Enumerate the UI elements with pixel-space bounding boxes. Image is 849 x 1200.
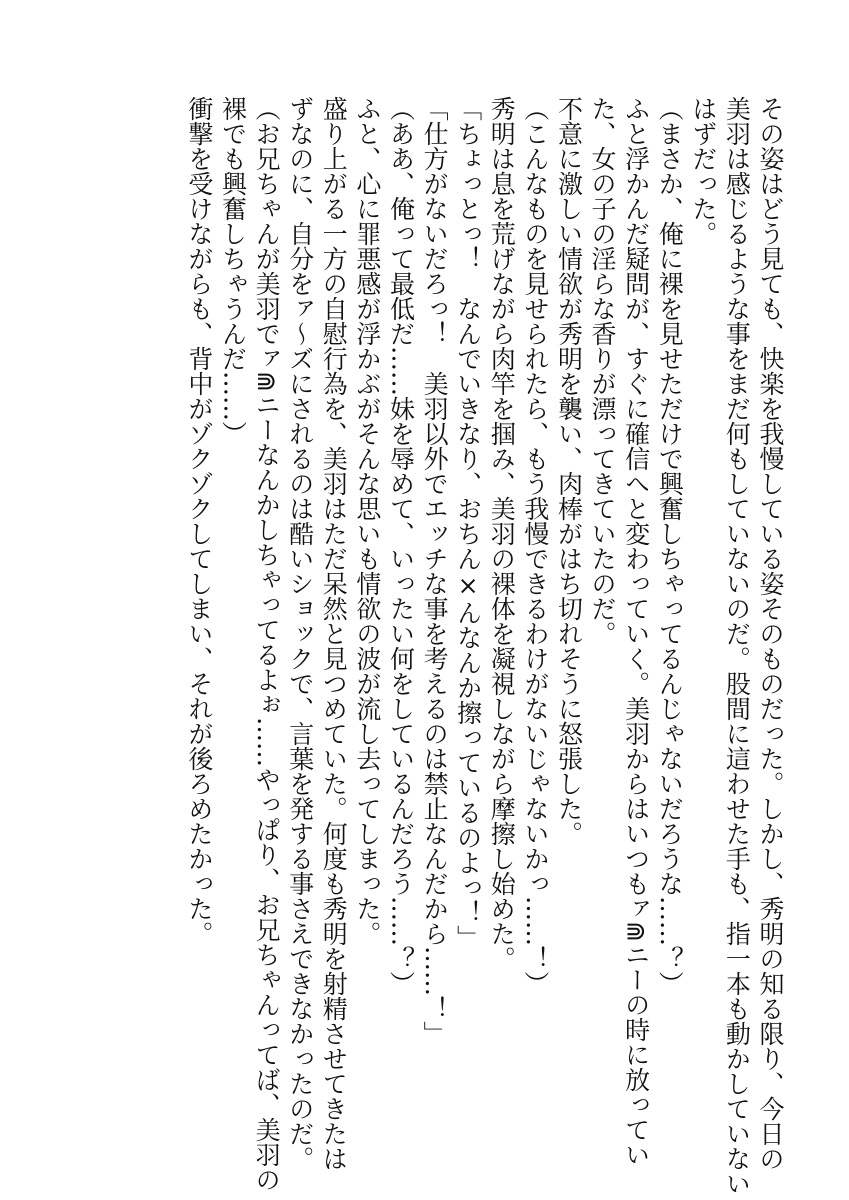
vertical-text-body: [182, 96, 787, 1196]
text-line-8: （こんなものを見せられたら、もう我慢できるわけがないじゃないかっ……！）: [520, 96, 550, 996]
text-line-2: 美羽は感じるような事をまだ何もしていないのだ。股間に這わせた手も、指一本も動かしていない: [722, 96, 752, 1196]
text-line-3: はずだった。: [688, 96, 718, 246]
text-line-7: 不意に激しい情欲が秀明を襲い、肉棒がはち切れそうに怒張した。: [554, 96, 584, 846]
text-line-1: その姿はどう見ても、快楽を我慢している姿そのものだった。しかし、秀明の知る限り、今日の: [756, 96, 785, 1171]
text-line-9: 秀明は息を荒げながら肉竿を掴み、美羽の裸体を凝視しながら摩擦し始めた。: [487, 96, 517, 971]
text-line-10: 「ちょっとっ！ なんでいきなり、おちん×んなんか擦っているのよっ！」: [453, 96, 483, 950]
text-line-16: （お兄ちゃんが美羽でァ⋒ニーなんかしちゃってるよぉ……やっぱり、お兄ちゃんってば、美羽の: [252, 96, 282, 1192]
text-line-5: ふと浮かんだ疑問が、すぐに確信へと変わっていく。美羽からはいつもァ⋒ニーの時に放ってい: [621, 96, 651, 1167]
text-line-15: ずなのに、自分をァ～ズにされるのは酷いショックで、言葉を発する事さえできなかったのだ。: [285, 96, 315, 1171]
text-line-6: た、女の子の淫らな香りが漂ってきていたのだ。: [588, 96, 618, 646]
text-line-18: 衝撃を受けながらも、背中がゾクゾクしてしまい、それが後ろめたかった。: [184, 96, 214, 946]
text-line-4: （まさか、俺に裸を見せただけで興奮しちゃってるんじゃないだろうな……？）: [655, 96, 685, 996]
text-line-17: 裸でも興奮しちゃうんだ……）: [218, 96, 248, 446]
text-line-11: 「仕方がないだろっ！ 美羽以外でエッチな事を考えるのは禁止なんだから……！」: [420, 96, 450, 1046]
text-line-12: （ああ、俺って最低だ……妹を辱めて、いったい何をしているんだろう……？）: [386, 96, 416, 996]
text-line-13: ふと、心に罪悪感が浮かぶがそんな思いも情欲の波が流し去ってしまった。: [352, 96, 382, 946]
text-line-14: 盛り上がる一方の自慰行為を、美羽はただ呆然と見つめていた。何度も秀明を射精させてきたは: [319, 96, 349, 1171]
